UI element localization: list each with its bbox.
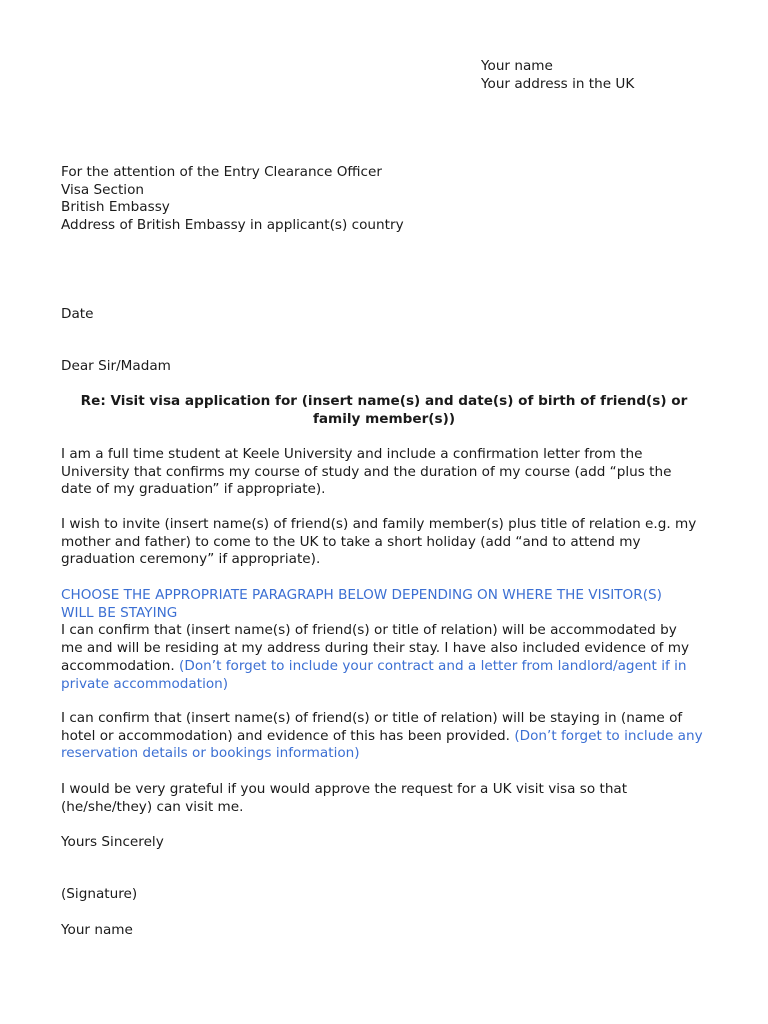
paragraph-accommodation-own bbox=[61, 587, 711, 693]
paragraph-line: date of my graduation” if appropriate). bbox=[61, 481, 326, 498]
paragraph-line: I can confirm that (insert name(s) of friend(s) or title of relation) will be accommodated by bbox=[61, 622, 677, 639]
paragraph-line: I wish to invite (insert name(s) of friend(s) and family member(s) plus title of relation e.g. my bbox=[61, 516, 697, 532]
paragraph-request bbox=[61, 781, 711, 816]
sender-address: Your address in the UK bbox=[481, 75, 635, 92]
guidance-note: (Don’t forget to include any bbox=[514, 727, 703, 744]
recipient-line: Address of British Embassy in applicant(s) country bbox=[61, 217, 404, 234]
recipient-line: Visa Section bbox=[61, 181, 145, 198]
guidance-note: (Don’t forget to include your contract and a letter from landlord/agent if in bbox=[179, 657, 687, 674]
paragraph-line: I can confirm that (insert name(s) of friend(s) or title of relation) will be staying in (name of bbox=[61, 710, 683, 726]
closing: Yours Sincerely bbox=[61, 834, 164, 850]
paragraph-line bbox=[61, 728, 711, 746]
guidance-note: private accommodation) bbox=[61, 675, 229, 692]
paragraph-student bbox=[61, 446, 711, 499]
paragraph-text: accommodation. bbox=[61, 657, 180, 674]
paragraph-line: mother and father) to come to the UK to take a short holiday (add “and to attend my bbox=[61, 533, 641, 550]
recipient-block bbox=[61, 164, 661, 235]
paragraph-line: (he/she/they) can visit me. bbox=[61, 798, 244, 815]
instruction-note: WILL BE STAYING bbox=[61, 604, 178, 621]
letter-date: Date bbox=[61, 306, 94, 322]
paragraph-invitation bbox=[61, 516, 711, 569]
recipient-line: British Embassy bbox=[61, 199, 170, 216]
sender-name: Your name bbox=[481, 58, 553, 74]
instruction-note: CHOOSE THE APPROPRIATE PARAGRAPH BELOW DEPENDING ON WHERE THE VISITOR(S) bbox=[61, 587, 662, 603]
paragraph-line bbox=[61, 658, 711, 676]
paragraph-text: hotel or accommodation) and evidence of this has been provided. bbox=[61, 727, 515, 744]
paragraph-line: I am a full time student at Keele University and include a confirmation letter from the bbox=[61, 446, 643, 462]
signature-placeholder: (Signature) bbox=[61, 886, 138, 902]
paragraph-line: me and will be residing at my address during their stay. I have also included evidence of my bbox=[61, 640, 690, 657]
guidance-note: reservation details or bookings information) bbox=[61, 745, 360, 762]
paragraph-accommodation-hotel bbox=[61, 710, 711, 763]
recipient-line: For the attention of the Entry Clearance Officer bbox=[61, 164, 382, 180]
paragraph-line: I would be very grateful if you would approve the request for a UK visit visa so that bbox=[61, 781, 628, 797]
paragraph-line: University that confirms my course of study and the duration of my course (add “plus the bbox=[61, 463, 672, 480]
salutation: Dear Sir/Madam bbox=[61, 358, 171, 374]
signoff-name: Your name bbox=[61, 922, 133, 938]
subject-line: family member(s)) bbox=[312, 410, 456, 427]
subject-heading bbox=[61, 393, 707, 428]
subject-line: Re: Visit visa application for (insert name(s) and date(s) of birth of friend(s) or bbox=[80, 393, 688, 409]
sender-block bbox=[481, 58, 741, 93]
paragraph-line: graduation ceremony” if appropriate). bbox=[61, 551, 321, 568]
